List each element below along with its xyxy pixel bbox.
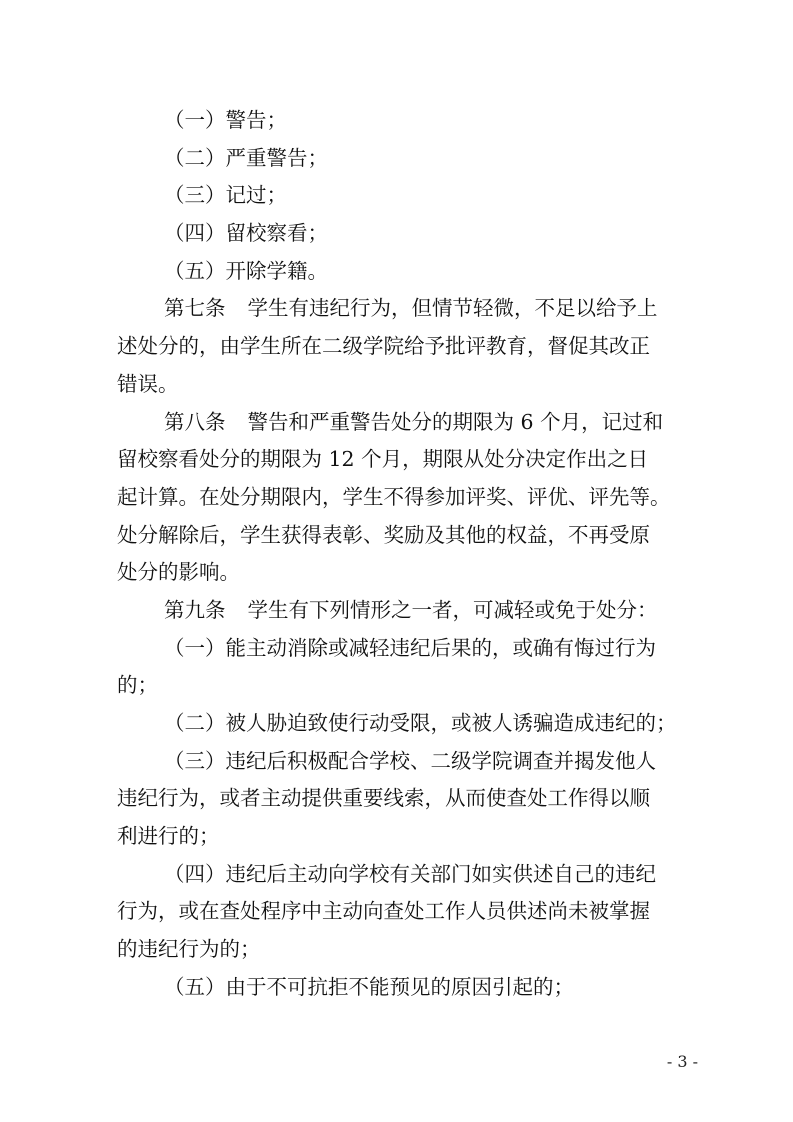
line-text: 的违纪行为的； (117, 937, 261, 962)
article-number: 第九条 (164, 597, 226, 622)
text-line (117, 102, 677, 140)
line-text: （五）开除学籍。 (164, 258, 328, 283)
page-number: - 3 - (666, 1052, 698, 1071)
text-line (117, 366, 677, 404)
line-text: 述处分的，由学生所在二级学院给予批评教育，督促其改正 (117, 334, 650, 359)
text-line (117, 441, 677, 479)
line-text: （三）记过； (164, 183, 287, 208)
line-text: （四）留校察看； (164, 221, 328, 246)
text-line (117, 780, 677, 818)
text-line (117, 328, 677, 366)
line-text: 留校察看处分的期限为 12 个月，期限从处分决定作出之日 (117, 447, 649, 472)
line-text: 处分的影响。 (117, 560, 240, 585)
text-line (117, 630, 677, 668)
line-text: 利进行的； (117, 824, 220, 849)
line-text: 起计算。在处分期限内，学生不得参加评奖、评优、评先等。 (117, 484, 671, 509)
line-text: （一）能主动消除或减轻违纪后果的，或确有悔过行为 (164, 635, 656, 660)
line-text: 处分解除后，学生获得表彰、奖励及其他的权益，不再受原 (117, 522, 650, 547)
text-line (117, 140, 677, 178)
text-line (117, 253, 677, 291)
line-text: 学生有违纪行为，但情节轻微，不足以给予上 (247, 296, 658, 321)
line-text: （二）严重警告； (164, 145, 328, 170)
text-line (117, 554, 677, 592)
text-line (117, 404, 677, 442)
text-line (117, 931, 677, 969)
line-text: （二）被人胁迫致使行动受限，或被人诱骗造成违纪的； (164, 711, 677, 735)
text-line (117, 215, 677, 253)
line-text: 行为，或在查处程序中主动向查处工作人员供述尚未被掌握 (117, 899, 650, 924)
text-line (117, 969, 677, 1007)
document-body (117, 102, 677, 1007)
line-text: （三）违纪后积极配合学校、二级学院调查并揭发他人 (164, 748, 656, 773)
line-text: 违纪行为，或者主动提供重要线索，从而使查处工作得以顺 (117, 786, 650, 811)
line-text: （五）由于不可抗拒不能预见的原因引起的； (164, 974, 574, 999)
line-text: 的； (117, 673, 158, 698)
text-line (117, 893, 677, 931)
text-line (117, 517, 677, 555)
line-text: 警告和严重警告处分的期限为 6 个月，记过和 (247, 409, 664, 434)
text-line (117, 290, 677, 328)
line-text: （一）警告； (164, 108, 287, 132)
text-line (117, 592, 677, 630)
line-text: 学生有下列情形之一者，可减轻或免于处分： (247, 597, 658, 622)
text-line (117, 705, 677, 743)
text-line (117, 479, 677, 517)
article-number: 第八条 (164, 409, 226, 434)
text-line (117, 818, 677, 856)
text-line (117, 743, 677, 781)
line-text: （四）违纪后主动向学校有关部门如实供述自己的违纪 (164, 861, 656, 886)
line-text: 错误。 (117, 371, 179, 396)
text-line (117, 856, 677, 894)
text-line (117, 177, 677, 215)
text-line (117, 667, 677, 705)
article-number: 第七条 (164, 296, 226, 321)
